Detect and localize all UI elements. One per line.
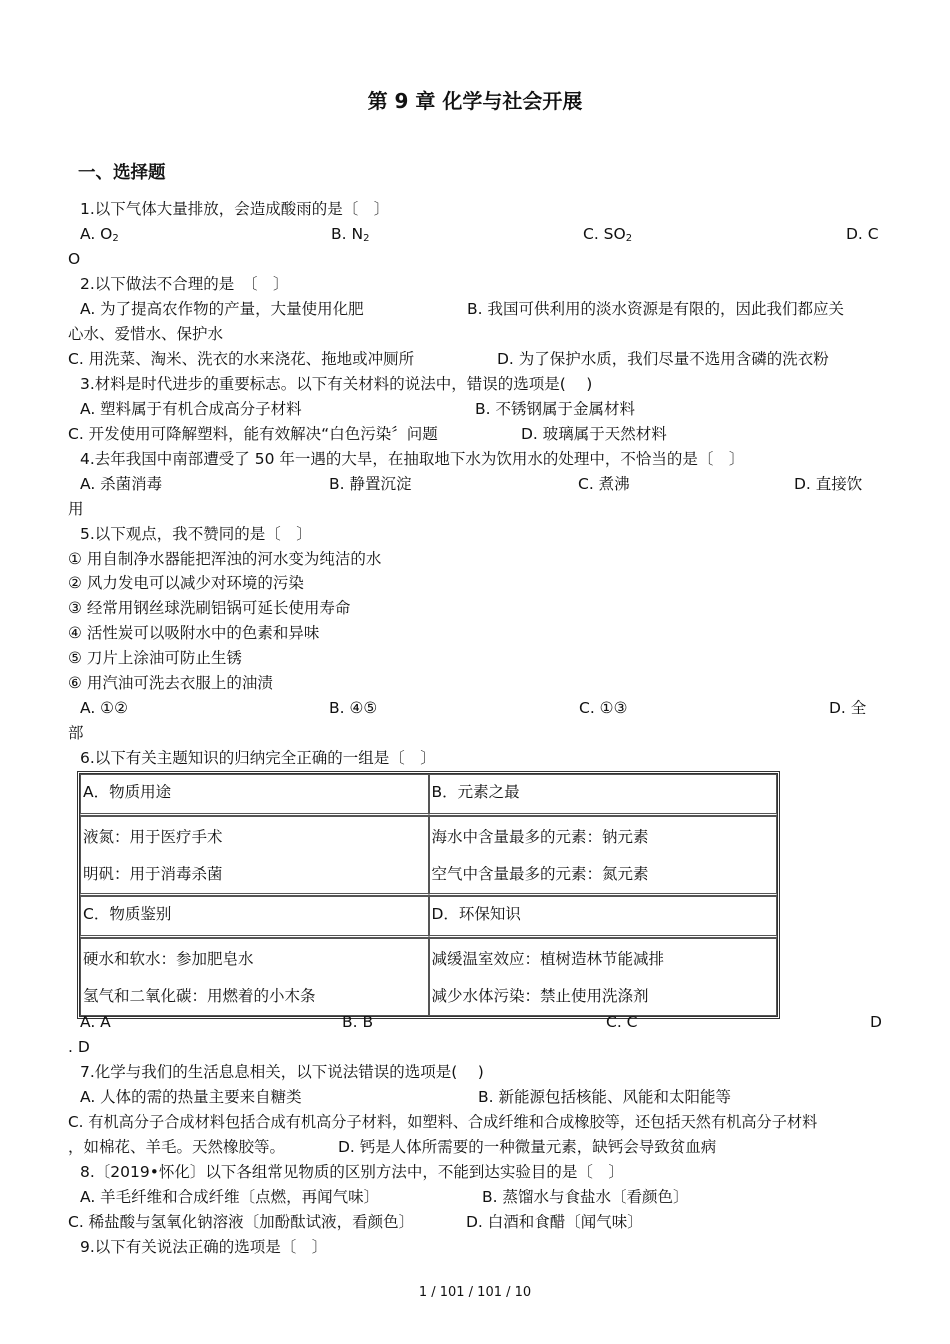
question-8-stem: 8.〔2019•怀化〕以下各组常见物质的区别方法中，不能到达实验目的是〔 〕	[80, 1163, 624, 1181]
question-4-option-b: B. 静置沉淀	[329, 475, 412, 493]
question-7-option-c: C. 有机高分子合成材料包括合成有机高分子材料，如塑料、合成纤维和合成橡胶等，还包括天然有机高分子材料	[68, 1113, 818, 1131]
table-line: 明矾：用于消毒杀菌	[83, 865, 223, 883]
question-7-stem: 7.化学与我们的生活息息相关，以下说法错误的选项是( )	[80, 1063, 484, 1081]
question-4-stem: 4.去年我国中南部遭受了 50 年一遇的大旱，在抽取地下水为饮用水的处理中，不恰当的是〔 〕	[80, 450, 745, 468]
question-7-option-a: A. 人体的需的热量主要来自糖类	[80, 1088, 302, 1106]
table-line: 氢气和二氧化碳：用燃着的小木条	[83, 987, 316, 1005]
table-line: 液氮：用于医疗手术	[83, 828, 223, 846]
question-8-option-a: A. 羊毛纤维和合成纤维〔点燃，再闻气味〕	[80, 1188, 380, 1206]
question-1-option-d: D. C	[846, 225, 879, 243]
question-4-option-d: D. 直接饮	[794, 475, 863, 493]
question-5-statement: ① 用自制净水器能把浑浊的河水变为纯洁的水	[68, 550, 382, 568]
table-cell-d-body	[429, 938, 778, 1016]
question-6-option-b: B. B	[342, 1013, 374, 1031]
question-1-option-b: B. $N_2$	[331, 225, 370, 244]
question-4-option-c: C. 煮沸	[578, 475, 630, 493]
table-line: 硬水和软水：参加肥皂水	[83, 950, 254, 968]
table-line: 海水中含量最多的元素：钠元素	[431, 828, 649, 846]
question-5-option-d: D. 全	[829, 699, 867, 717]
table-cell-d-head: D．环保知识	[429, 896, 778, 938]
question-7-option-b: B. 新能源包括核能、风能和太阳能等	[478, 1088, 731, 1106]
question-2-option-a: A. 为了提高农作物的产量，大量使用化肥	[80, 300, 364, 318]
table-cell-b-body	[429, 816, 778, 896]
question-5-statement: ② 风力发电可以减少对环境的污染	[68, 574, 304, 592]
question-3-stem: 3.材料是时代进步的重要标志。以下有关材料的说法中，错误的选项是( )	[80, 375, 593, 393]
question-6-stem: 6.以下有关主题知识的归纳完全正确的一组是〔 〕	[80, 749, 436, 767]
question-3-option-d: D. 玻璃属于天然材料	[521, 425, 667, 443]
question-1-option-a: A. $O_2$	[80, 225, 119, 244]
table-cell-a-body	[80, 816, 429, 896]
section-heading: 一、选择题	[78, 163, 166, 183]
question-6-option-a: A. A	[80, 1013, 111, 1031]
question-8-option-d: D. 白酒和食醋〔闻气味〕	[466, 1213, 643, 1231]
question-2-stem: 2.以下做法不合理的是 〔 〕	[80, 275, 289, 293]
question-6-option-d-wrap: . D	[68, 1038, 90, 1056]
question-1-option-d-wrap: O	[68, 250, 81, 268]
question-1-stem: 1.以下气体大量排放，会造成酸雨的是〔 〕	[80, 200, 390, 218]
table-cell-a-head: A．物质用途	[80, 774, 429, 816]
question-5-option-d-wrap: 部	[68, 724, 84, 742]
question-6-option-c: C. C	[606, 1013, 638, 1031]
question-2-option-b-wrap: 心水、爱惜水、保护水	[68, 325, 224, 343]
table-line: 空气中含量最多的元素：氮元素	[431, 865, 649, 883]
page-number: 1 / 101 / 101 / 10	[418, 1285, 532, 1300]
question-3-option-b: B. 不锈钢属于金属材料	[475, 400, 635, 418]
question-4-option-d-wrap: 用	[68, 500, 84, 518]
question-2-option-d: D. 为了保护水质，我们尽量不选用含磷的洗衣粉	[497, 350, 829, 368]
question-3-option-a: A. 塑料属于有机合成高分子材料	[80, 400, 302, 418]
question-5-option-c: C. ①③	[579, 699, 628, 717]
question-8-option-c: C. 稀盐酸与氢氧化钠溶液〔加酚酞试液，看颜色〕	[68, 1213, 415, 1231]
question-5-statement: ③ 经常用钢丝球洗刷铝锅可延长使用寿命	[68, 599, 351, 617]
question-9-stem: 9.以下有关说法正确的选项是〔 〕	[80, 1238, 328, 1256]
table-line: 减缓温室效应：植树造林节能减排	[431, 950, 665, 968]
question-5-stem: 5.以下观点，我不赞同的是〔 〕	[80, 525, 312, 543]
question-6-option-d: D	[870, 1013, 882, 1031]
question-6-table	[77, 771, 780, 1019]
document-title: 第 9 章 化学与社会开展	[367, 89, 583, 113]
question-4-option-a: A. 杀菌消毒	[80, 475, 163, 493]
question-2-option-c: C. 用洗菜、淘米、洗衣的水来浇花、拖地或冲厕所	[68, 350, 415, 368]
question-5-statement: ④ 活性炭可以吸附水中的色素和异味	[68, 624, 320, 642]
question-7-option-d: D. 钙是人体所需要的一种微量元素，缺钙会导致贫血病	[338, 1138, 717, 1156]
question-7-option-c-wrap: ，如棉花、羊毛。天然橡胶等。	[68, 1138, 286, 1156]
question-5-option-a: A. ①②	[80, 699, 128, 717]
question-5-statement: ⑤ 刀片上涂油可防止生锈	[68, 649, 242, 667]
question-8-option-b: B. 蒸馏水与食盐水〔看颜色〕	[482, 1188, 689, 1206]
question-5-option-b: B. ④⑤	[329, 699, 378, 717]
question-2-option-b: B. 我国可供利用的淡水资源是有限的，因此我们都应关	[467, 300, 844, 318]
table-cell-b-head: B．元素之最	[429, 774, 778, 816]
question-5-statement: ⑥ 用汽油可洗去衣服上的油渍	[68, 674, 273, 692]
table-line: 减少水体污染：禁止使用洗涤剂	[431, 987, 649, 1005]
table-cell-c-head: C．物质鉴别	[80, 896, 429, 938]
question-3-option-c: C. 开发使用可降解塑料，能有效解决“白色污染〞问题	[68, 425, 438, 443]
question-1-option-c: C. $SO_2$	[583, 225, 633, 244]
table-cell-c-body	[80, 938, 429, 1016]
